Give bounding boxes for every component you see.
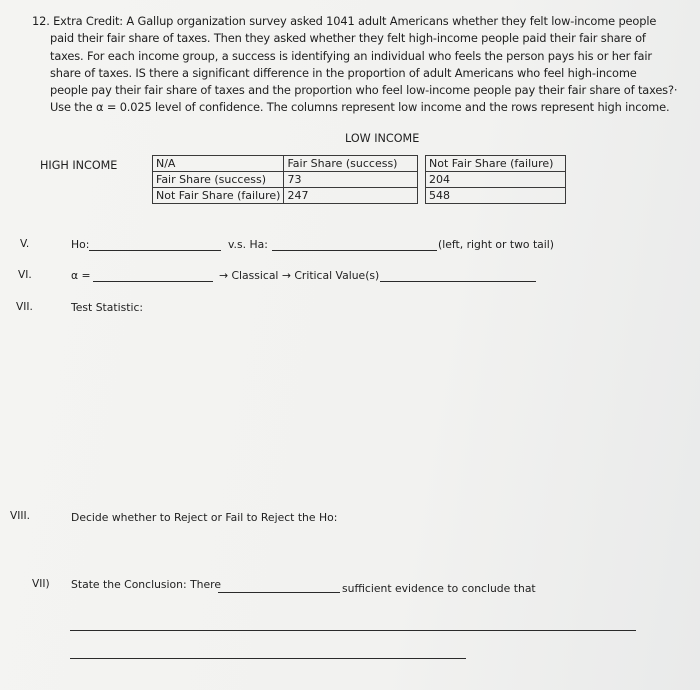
problem-statement [32, 13, 678, 117]
table-row [153, 188, 418, 204]
problem-line: taxes. For each income group, a success is identifying an individual who feels the person pays his or her fair [50, 48, 652, 63]
classical-critical-label: → Classical → Critical Value(s) [219, 269, 380, 282]
step-number-viii: VIII. [10, 510, 30, 522]
table-cell: 204 [426, 172, 566, 188]
alpha-blank[interactable] [93, 281, 213, 282]
problem-line: people pay their fair share of taxes and the proportion who feel low-income people pay their fair share of taxes?· [50, 83, 678, 98]
alpha-label: α = [71, 269, 91, 282]
conclusion-continuation: sufficient evidence to conclude that [342, 582, 536, 595]
alt-hypothesis-label: v.s. Ha: [228, 238, 268, 251]
table-cell: Not Fair Share (failure) [153, 188, 284, 204]
alt-hypothesis-blank[interactable] [272, 250, 437, 251]
step-number-vii: VII. [16, 301, 33, 313]
table-cell: Not Fair Share (failure) [426, 156, 566, 172]
conclusion-line-2[interactable] [70, 658, 466, 659]
table-cell: 247 [284, 188, 418, 204]
problem-line: paid their fair share of taxes. Then they asked whether they felt high-income people paid their fair share of [50, 31, 646, 46]
table-row [153, 156, 418, 172]
contingency-table-right [425, 155, 566, 204]
problem-line: Use the α = 0.025 level of confidence. The columns represent low income and the rows represent high income. [50, 100, 670, 115]
table-cell: 548 [426, 188, 566, 204]
table-cell: N/A [153, 156, 284, 172]
conclusion-blank[interactable] [218, 592, 340, 593]
critical-value-blank[interactable] [380, 281, 536, 282]
decision-label: Decide whether to Reject or Fail to Reject the Ho: [71, 511, 338, 524]
contingency-table-left [152, 155, 418, 204]
table-row [153, 172, 418, 188]
step-number-vi: VI. [18, 269, 32, 281]
problem-line: 12. Extra Credit: A Gallup organization survey asked 1041 adult Americans whether they felt low-income people [32, 14, 657, 28]
table-row [426, 188, 566, 204]
table-row [426, 156, 566, 172]
step-number-conclusion: VII) [32, 578, 50, 590]
high-income-header: HIGH INCOME [40, 159, 118, 172]
tail-type-label: (left, right or two tail) [438, 238, 555, 251]
problem-line: share of taxes. IS there a significant difference in the proportion of adult Americans who feel high-income [50, 65, 637, 80]
table-cell: Fair Share (success) [284, 156, 418, 172]
table-cell: Fair Share (success) [153, 172, 284, 188]
step-number-v: V. [20, 238, 30, 250]
table-cell: 73 [284, 172, 418, 188]
null-hypothesis-blank[interactable] [89, 250, 221, 251]
table-row [426, 172, 566, 188]
low-income-header: LOW INCOME [345, 132, 420, 145]
null-hypothesis-label: Ho: [71, 238, 90, 251]
conclusion-line-1[interactable] [70, 630, 636, 631]
conclusion-label: State the Conclusion: There [71, 578, 221, 591]
test-statistic-label: Test Statistic: [71, 301, 144, 314]
